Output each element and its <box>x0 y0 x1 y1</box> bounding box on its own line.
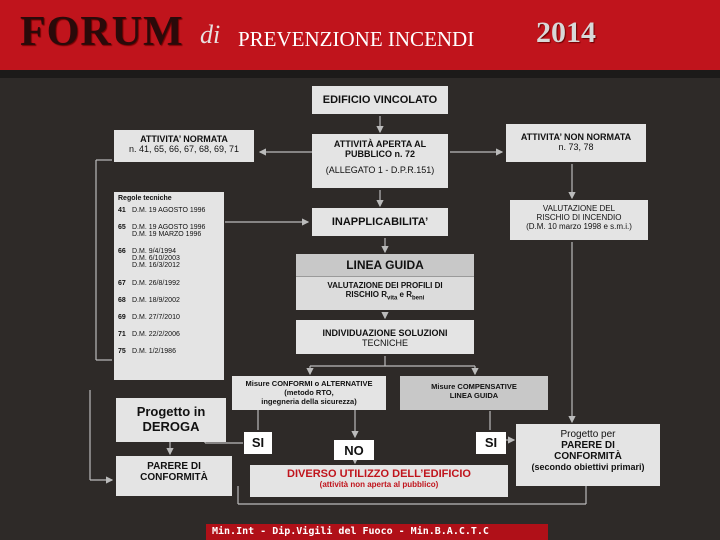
regole-row <box>118 248 220 255</box>
regole-row <box>118 207 220 214</box>
regole-text: D.M. 19 AGOSTO 1996 <box>132 207 206 214</box>
footer-bar <box>206 524 548 540</box>
si-right-label: SI <box>484 435 498 450</box>
valutazione-line1: VALUTAZIONE DEL <box>542 204 616 213</box>
regole-num: 65 <box>118 224 126 231</box>
compensative-line1: Misure COMPENSATIVE <box>431 382 517 391</box>
regole-row <box>118 231 220 238</box>
misure-compensative-box <box>400 376 548 410</box>
regole-tecniche-box <box>114 192 224 380</box>
forum-title: FORUM <box>20 9 184 55</box>
profili-line2-a: RISCHIO R <box>345 290 387 299</box>
regole-row <box>118 348 220 355</box>
si-left-box <box>244 432 272 454</box>
regole-row <box>118 314 220 321</box>
regole-num: 67 <box>118 280 126 287</box>
compensative-line2: LINEA GUIDA <box>449 391 499 400</box>
valutazione-rischio-box <box>510 200 648 240</box>
regole-text: D.M. 6/10/2003 <box>132 255 180 262</box>
deroga-line1: Progetto in <box>136 404 206 419</box>
attivita-aperta-line3: (ALLEGATO 1 - D.P.R.151) <box>325 165 435 175</box>
soluzioni-line1: INDIVIDUAZIONE SOLUZIONI <box>322 328 448 338</box>
regole-num <box>118 255 132 262</box>
regole-num: 69 <box>118 314 126 321</box>
attivita-normata-box <box>114 130 254 162</box>
attivita-aperta-line2: PUBBLICO n. 72 <box>344 149 415 159</box>
linea-guida-header <box>296 254 474 277</box>
parere-left-line2: CONFORMITÀ <box>140 472 208 483</box>
diverso-line2: (attività non aperta al pubblico) <box>319 480 439 489</box>
misure-conformi-box <box>232 376 386 410</box>
si-right-box <box>476 432 506 454</box>
regole-num <box>118 262 132 269</box>
regole-num: 66 <box>118 248 126 255</box>
regole-tecniche-title: Regole tecniche <box>118 195 172 202</box>
deroga-line2: DEROGA <box>142 419 200 434</box>
parere-progetto-line3: CONFORMITÀ <box>554 451 622 462</box>
footer-text: Min.Int - Dip.Vigili del Fuoco - Min.B.A.C.T.C <box>212 526 489 537</box>
regole-text: D.M. 26/8/1992 <box>132 280 180 287</box>
profili-line2 <box>296 290 474 302</box>
profili-sub-beni: beni <box>412 295 425 302</box>
conformi-line3: ingegneria della sicurezza) <box>261 397 357 406</box>
regole-text: D.M. 16/3/2012 <box>132 262 180 269</box>
regole-text: D.M. 27/7/2010 <box>132 314 180 321</box>
regole-row <box>118 280 220 287</box>
regole-row <box>118 255 220 262</box>
regole-text: D.M. 22/2/2006 <box>132 331 180 338</box>
regole-num <box>118 231 132 238</box>
parere-conformita-box <box>116 456 232 496</box>
forum-year: 2014 <box>536 16 596 49</box>
profili-sub-vita: vita <box>386 295 398 302</box>
profili-line1: VALUTAZIONE DEI PROFILI DI <box>327 281 443 290</box>
parere-progetto-line2: PARERE DI <box>561 440 615 451</box>
regole-num: 41 <box>118 207 126 214</box>
attivita-aperta-line1: ATTIVITÀ APERTA AL <box>333 139 427 149</box>
diverso-utilizzo-box <box>250 465 508 497</box>
progetto-deroga-box <box>116 398 226 442</box>
inapplicabilita-label: INAPPLICABILITA’ <box>331 216 429 228</box>
regole-row <box>118 224 220 231</box>
parere-left-line1: PARERE DI <box>147 461 201 472</box>
attivita-non-normata-list: n. 73, 78 <box>558 142 594 152</box>
parere-progetto-line4: (secondo obiettivi primari) <box>531 462 645 472</box>
parere-progetto-line1: Progetto per <box>560 429 616 440</box>
regole-text: D.M. 19 AGOSTO 1996 <box>132 224 206 231</box>
valutazione-line3: (D.M. 10 marzo 1998 e s.m.i.) <box>526 222 632 231</box>
regole-num: 68 <box>118 297 126 304</box>
attivita-non-normata-box <box>506 124 646 162</box>
no-box <box>334 440 374 460</box>
regole-row <box>118 297 220 304</box>
conformi-line2: (metodo RTO, <box>284 388 334 397</box>
regole-text: D.M. 19 MARZO 1996 <box>132 231 202 238</box>
soluzioni-line2: TECNICHE <box>361 338 408 348</box>
regole-row <box>118 331 220 338</box>
attivita-aperta-box <box>312 134 448 188</box>
edificio-vincolato-label: EDIFICIO VINCOLATO <box>322 94 438 106</box>
attivita-normata-title: ATTIVITA’ NORMATA <box>140 134 228 144</box>
forum-di: di <box>200 20 221 49</box>
attivita-non-normata-title: ATTIVITA’ NON NORMATA <box>520 132 632 142</box>
regole-row <box>118 262 220 269</box>
soluzioni-tecniche-box <box>296 320 474 354</box>
regole-text: D.M. 18/9/2002 <box>132 297 180 304</box>
si-left-label: SI <box>251 435 265 450</box>
regole-num: 75 <box>118 348 126 355</box>
diverso-line1: DIVERSO UTILIZZO DELL’EDIFICIO <box>287 468 471 480</box>
regole-text: D.M. 1/2/1986 <box>132 348 176 355</box>
regole-num: 71 <box>118 331 126 338</box>
profili-line2-b: e R <box>397 290 412 299</box>
valutazione-line2: RISCHIO DI INCENDIO <box>536 213 622 222</box>
inapplicabilita-box <box>312 208 448 236</box>
conformi-line1: Misure CONFORMI o ALTERNATIVE <box>245 379 373 388</box>
edificio-vincolato-box <box>312 86 448 114</box>
linea-guida-title: LINEA GUIDA <box>346 258 424 272</box>
no-label: NO <box>344 443 364 458</box>
attivita-normata-list: n. 41, 65, 66, 67, 68, 69, 71 <box>128 144 240 154</box>
regole-text: D.M. 9/4/1994 <box>132 248 176 255</box>
linea-guida-box <box>296 254 474 310</box>
progetto-parere-box <box>516 424 660 486</box>
forum-subtitle: PREVENZIONE INCENDI <box>238 27 475 51</box>
